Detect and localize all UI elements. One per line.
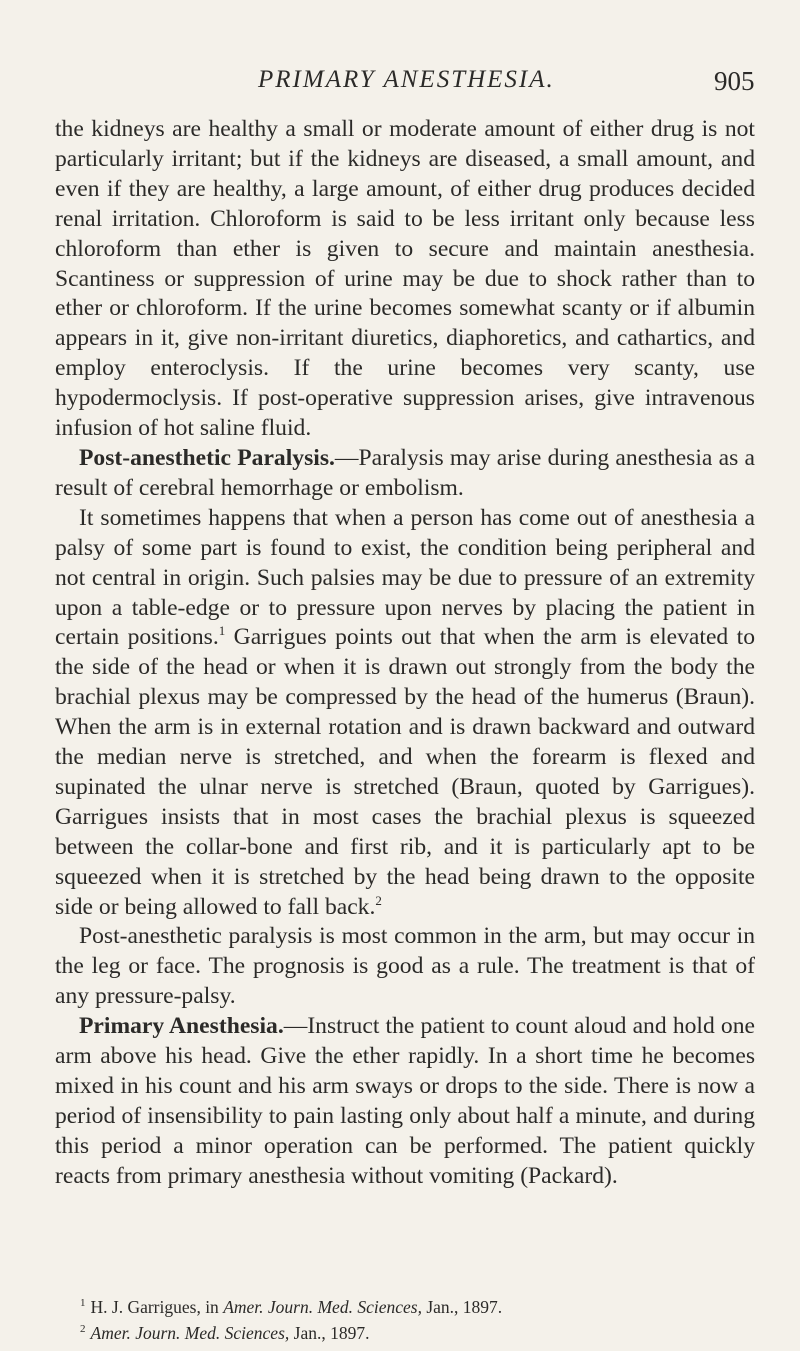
footnote-mark: 1 <box>80 1297 86 1309</box>
paragraph-post-anesthetic-paralysis <box>55 444 755 504</box>
running-title: PRIMARY ANESTHESIA. <box>258 66 555 93</box>
paragraph-text: It sometimes happens that when a person has come out of anesthesia a palsy of some part is found to exist, the condition being peripheral and not central in origin. Such palsies may be due to pressure of an extremity upon a table-edge or to pressure upon nerves by placing the patient in certain positions. <box>55 504 755 651</box>
paragraph-kidneys <box>55 115 755 444</box>
footnote-date: Jan., 1897. <box>289 1322 370 1343</box>
footnotes <box>80 1292 740 1344</box>
footnote-mark: 2 <box>80 1322 86 1335</box>
paragraph-text: Garrigues points out that when the arm is elevated to the side of the head or when it is drawn out strongly from the body the brachial plexus may be compressed by the head of the humerus (Braun). When the arm is in external rotation and is drawn backward and outward the median nerve is stretched, and when the forearm is flexed and supinated the ulnar nerve is stretched (Braun, quoted by Garrigues). Garrigues insists that in most cases the brachial plexus is squeezed between the collar-bone and first rib, and it is particularly apt to be squeezed when it is stretched by the head being drawn to the opposite side or being allowed to fall back. <box>55 624 756 920</box>
page-number: 905 <box>714 66 755 96</box>
footnote-2 <box>80 1318 740 1344</box>
paragraph-text: —Instruct the patient to count aloud and hold one arm above his head. Give the ether rapidly. In a short time he becomes mixed in his count and his arm sways or drops to the side. There is now a period of insensibility to pain lasting only about half a minute, and during this period a minor operation can be performed. The patient quickly reacts from primary anesthesia without vomiting (Packard). <box>55 1013 755 1189</box>
section-heading-post-anesthetic-paralysis: Post-anesthetic Paralysis. <box>79 444 335 471</box>
footnote-reference-1[interactable]: 1 <box>218 623 226 639</box>
paragraph-prognosis <box>55 922 755 1012</box>
running-head <box>0 66 800 106</box>
paragraph-primary-anesthesia <box>55 1012 755 1191</box>
paragraph-text: —Paralysis may arise during anesthesia as a result of cerebral hemorrhage or embolism. <box>55 444 755 501</box>
footnote-text: H. J. Garrigues, in <box>90 1296 224 1317</box>
journal-title: Amer. Journ. Med. Sciences, <box>223 1296 422 1317</box>
footnote-date: Jan., 1897. <box>421 1296 503 1317</box>
footnote-1 <box>80 1292 740 1318</box>
journal-title: Amer. Journ. Med. Sciences, <box>90 1322 290 1343</box>
body-text <box>55 115 755 1192</box>
section-heading-primary-anesthesia: Primary Anesthesia. <box>79 1013 284 1040</box>
paragraph-text: the kidneys are healthy a small or moderate amount of either drug is not particularly irritant; but if the kidneys are diseased, a small amount, and even if they are healthy, a large amount, of either drug produces decided renal irritation. Chloroform is said to be less irritant only because less chloroform than ether is given to secure and maintain anesthesia. Scantiness or suppression of urine may be due to shock rather than to ether or chloroform. If the urine becomes somewhat scanty or if albumin appears in it, give non-irritant diuretics, diaphoretics, and cathartics, and employ enteroclysis. If the urine becomes very scanty, use hypodermoclysis. If post-operative suppression arises, give intravenous infusion of hot saline fluid. <box>55 116 755 442</box>
paragraph-text: Post-anesthetic paralysis is most common in the arm, but may occur in the leg or face. The prognosis is good as a rule. The treatment is that of any pressure-palsy. <box>55 923 755 1010</box>
footnote-reference-2[interactable]: 2 <box>375 892 382 908</box>
paragraph-peripheral-palsy <box>55 504 755 923</box>
